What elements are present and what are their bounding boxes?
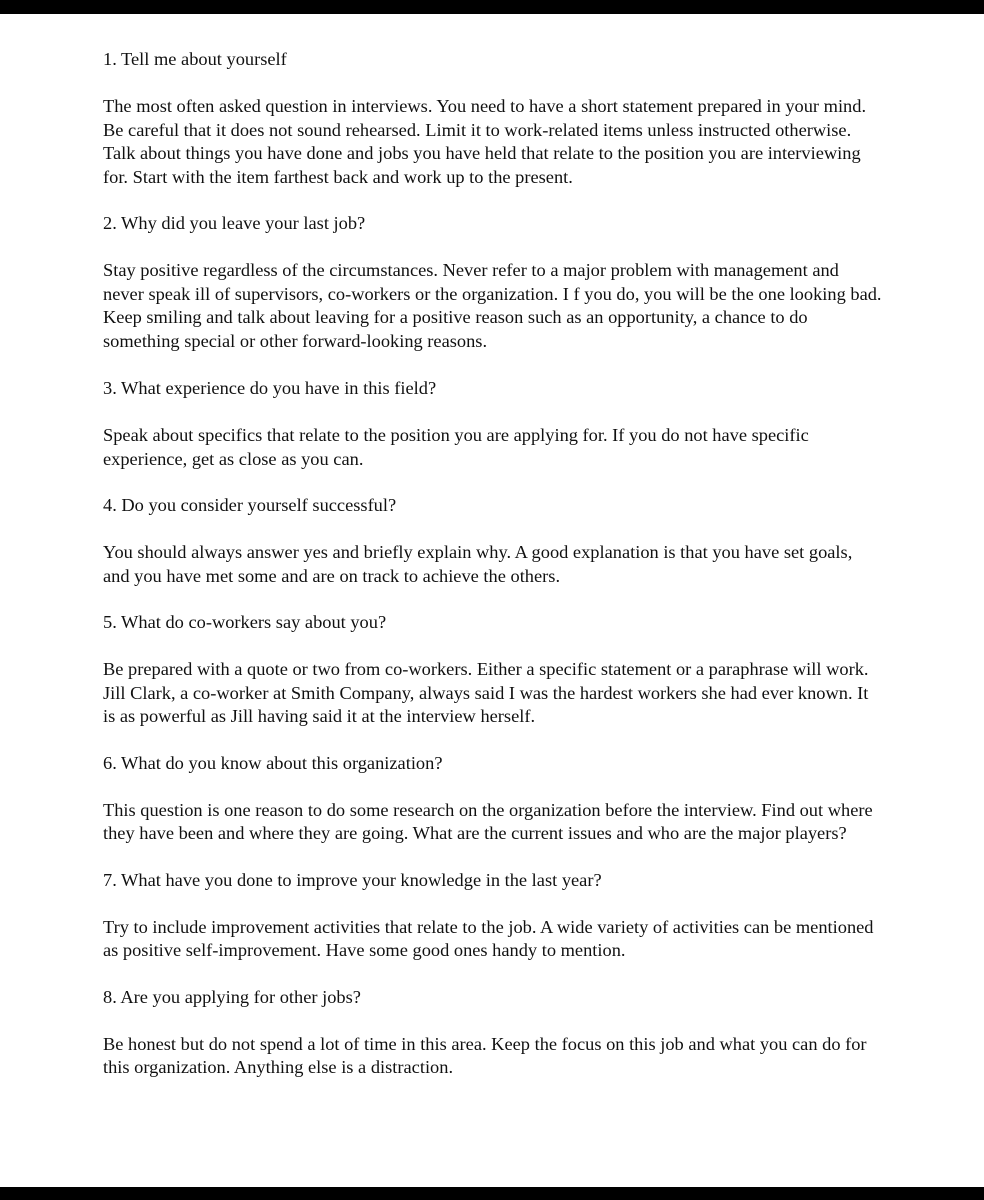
document-page	[103, 48, 883, 1080]
answer-paragraph: Be prepared with a quote or two from co-workers. Either a specific statement or a paraphrase will work. Jill Clark, a co-worker at Smith Company, always said I was the hardest workers she had ever known. It is as powerful as Jill having said it at the interview herself.	[103, 659, 869, 726]
answer-paragraph: The most often asked question in interviews. You need to have a short statement prepared in your mind. Be careful that it does not sound rehearsed. Limit it to work-related items unless instructed otherwise. Talk about things you have done and jobs you have held that relate to the position you are interviewing for. Start with the item farthest back and work up to the present.	[103, 96, 867, 187]
qa-section	[103, 494, 883, 588]
answer-paragraph: Try to include improvement activities that relate to the job. A wide variety of activities can be mentioned as positive self-improvement. Have some good ones handy to mention.	[103, 916, 874, 960]
answer-paragraph: You should always answer yes and briefly explain why. A good explanation is that you have set goals, and you have met some and are on track to achieve the others.	[103, 542, 853, 586]
qa-section	[103, 869, 883, 963]
qa-section	[103, 986, 883, 1080]
question-heading: 3. What experience do you have in this field?	[103, 378, 437, 398]
question-heading: 4. Do you consider yourself successful?	[103, 495, 397, 515]
answer-paragraph: This question is one reason to do some research on the organization before the interview. Find out where they have been and where they are going. What are the current issues and who are the major players?	[103, 799, 873, 843]
question-heading: 6. What do you know about this organization?	[103, 752, 443, 773]
bottom-border-bar	[0, 1187, 984, 1200]
qa-section	[103, 752, 883, 846]
qa-section	[103, 48, 883, 189]
qa-section	[103, 212, 883, 353]
question-heading: 2. Why did you leave your last job?	[103, 213, 366, 233]
answer-paragraph: Speak about specifics that relate to the position you are applying for. If you do not have specific experience, get as close as you can.	[103, 425, 809, 469]
answer-paragraph: Stay positive regardless of the circumstances. Never refer to a major problem with management and never speak ill of supervisors, co-workers or the organization. I f you do, you will be the one looking bad. Keep smiling and talk about leaving for a positive reason such as an opportunity, a chance to do something special or other forward-looking reasons.	[103, 260, 882, 351]
qa-section	[103, 377, 883, 471]
question-heading: 5. What do co-workers say about you?	[103, 612, 387, 632]
answer-paragraph: Be honest but do not spend a lot of time in this area. Keep the focus on this job and what you can do for this organization. Anything else is a distraction.	[103, 1033, 867, 1077]
top-border-bar	[0, 0, 984, 14]
question-heading: 8. Are you applying for other jobs?	[103, 986, 361, 1007]
question-heading: 7. What have you done to improve your knowledge in the last year?	[103, 869, 602, 890]
question-heading: 1. Tell me about yourself	[103, 49, 287, 69]
qa-section	[103, 611, 883, 729]
